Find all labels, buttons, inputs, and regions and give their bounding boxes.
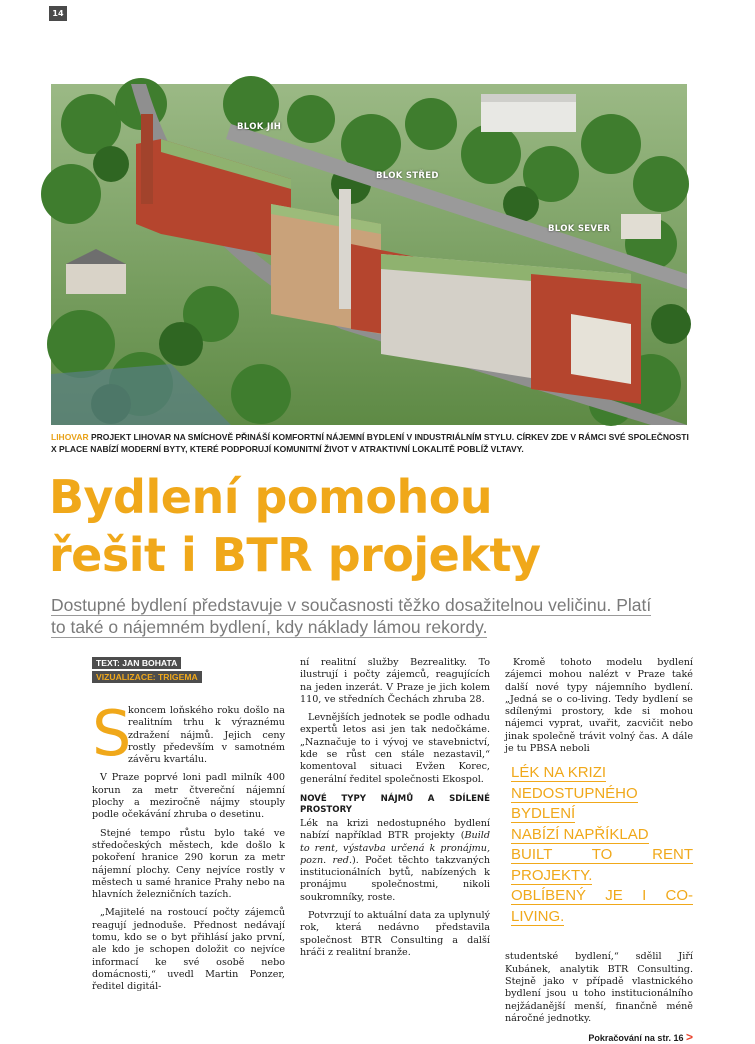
paragraph: koncem loňského roku došlo na realitním trhu k výraznému zdražení nájmů. Jejich ceny rostly především v samotném závěru kvartálu. [128,705,285,766]
paragraph: Potvrzují to aktuální data za uplynulý rok, která nedávno představila společnost BTR Consulting a další hráči z realitní branže. [300,910,490,958]
article-column-3 [505,657,693,1044]
aerial-visualization-illustration [51,84,687,425]
caption-kicker: LIHOVAR [51,432,89,442]
headline-line-1: Bydlení pomohou [49,470,493,524]
section-subheading: NOVÉ TYPY NÁJMŮ A SDÍLENÉ PROSTORY [300,793,490,815]
article-column-2 [300,657,490,965]
article-column-1 [92,657,285,1000]
paragraph: V Praze poprvé loni padl milník 400 korun za metr čtvereční nájemní plochy a meziročně nájmy stouply podle očekávání zhruba o desetinu. [92,772,285,821]
paragraph: Levnějších jednotek se podle odhadu expertů letos asi jen tak nedočkáme. „Naznačuje to i vývoj ve stavebnictví, kde se růst cen stále nezastavil,“ komentoval situaci Evžen Korec, generální ředitel společnosti Ekospol. [300,712,490,785]
page-number: 14 [49,6,67,21]
perex-line-1: Dostupné bydlení představuje v současnosti těžko dosažitelnou veličinu. Platí [51,595,652,615]
perex-line-2: to také o nájemném bydlení, kdy náklady lámou rekordy. [51,617,488,637]
article-headline [49,468,729,584]
headline-line-2: řešit i BTR projekty [49,528,541,582]
paragraph: „Majitelé na rostoucí počty zájemců reagují jednoduše. Přednost nedávají tomu, kdo se o byt přihlásí jako první, ale kdo je schopen doložit co nejvíce informací ke své osobě nebo domácnosti,“ uvedl Martin Ponzer, ředitel digitál- [92,907,285,993]
continue-link[interactable]: Pokračování na str. 16 > [588,1030,693,1044]
paragraph: Kromě tohoto modelu bydlení zájemci mohou nalézt v Praze také další nové typy nájemního bydlení. „Jedná se o co-living. Tedy bydlení se sdílenými prostory, kde si mohou nájemci vyprat, uvařit, zacvičit nebo jinak společně trávit volný čas. A dále je tu PBSA neboli [505,657,693,755]
label-blok-stred: BLOK STŘED [376,171,439,181]
aerial-visualization-image [51,84,687,425]
paragraph: Stejné tempo růstu bylo také ve středočeských městech, kde došlo k pokoření hranice 290 korun za metr nájemní plochy. Ceny nejvíce rostly v městech u samé hranice Prahy nebo na hlavních železničních tazích. [92,827,285,901]
dropcap-letter: S [92,697,132,770]
label-blok-sever: BLOK SEVER [548,224,611,234]
byline-author: TEXT: JAN BOHATA [92,657,181,669]
photo-caption [51,431,691,455]
caption-text: PROJEKT LIHOVAR NA SMÍCHOVĚ PŘINÁŠÍ KOMFORTNÍ NÁJEMNÍ BYDLENÍ V INDUSTRIÁLNÍM STYLU. CÍRKEV ZDE V RÁMCI SVÉ SPOLEČNOSTI X PLACE NABÍZÍ MODERNÍ BYTY, KTERÉ PODPORUJÍ KOMUNITNÍ ŽIVOT V ATRAKTIVNÍ LOKALITĚ POBLÍŽ VLTAVY. [51,432,689,454]
byline-visual: VIZUALIZACE: TRIGEMA [92,671,202,683]
pull-quote: LÉK NA KRIZI NEDOSTUPNÉHO BYDLENÍ NABÍZÍ NAPŘÍKLAD BUILT TO RENT PROJEKTY. OBLÍBENÝ JE I CO-LIVING. [511,764,693,925]
label-blok-jih: BLOK JIH [237,122,282,132]
chevron-right-icon: > [685,1030,693,1044]
paragraph: ní realitní služby Bezrealitky. To ilustrují i počty zájemců, reagujících na jeden inzerát. V Praze je jich kolem 110, ve středních Čechách zhruba 28. [300,657,490,705]
article-perex [51,594,711,638]
paragraph: studentské bydlení,“ sdělil Jiří Kubánek, analytik BTR Consulting. Stejně jako v případě vlastnického bydlení jsou u toho institucionálního nejžádanější menší, finančně méně náročné jednotky. [505,951,693,1024]
paragraph: Lék na krizi nedostupného bydlení nabízí například BTR projekty (Build to rent, výstavba určená k pronájmu, pozn. red.). Počet těchto takzvaných institucionálních bytů, nabízených k pronájmu společnostmi, nikoli soukromníky, roste. [300,817,490,903]
